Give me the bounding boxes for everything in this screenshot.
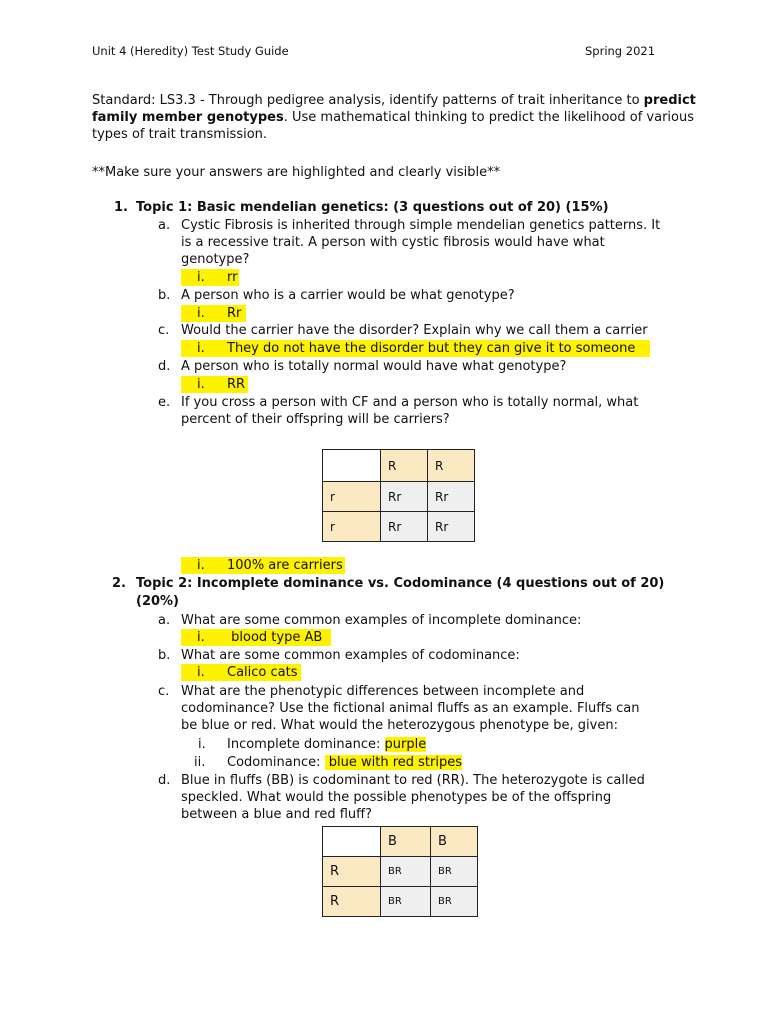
highlight-note: **Make sure your answers are highlighted and clearly visible** [92, 165, 501, 180]
t1b-answer-marker: i. [197, 306, 205, 321]
t1c-answer: They do not have the disorder but they can give it to someone [227, 341, 636, 356]
t2d-line3: between a blue and red fluff? [181, 807, 372, 822]
punnett2-top-2: B [431, 827, 478, 857]
t1b-answer: Rr [227, 306, 242, 321]
punnett1-cell-2-2: Rr [428, 512, 475, 542]
t1a-answer: rr [227, 270, 238, 285]
t2c-marker: c. [158, 684, 170, 699]
t2c-i-line [227, 736, 426, 753]
t2a-text: What are some common examples of incomplete dominance: [181, 613, 582, 628]
t2a-marker: a. [158, 613, 171, 628]
punnett2-top-1: B [381, 827, 431, 857]
t1b-marker: b. [158, 288, 171, 303]
punnett1-cell-1-1: Rr [381, 482, 428, 512]
t1a-line3: genotype? [181, 252, 250, 267]
t1a-line1: Cystic Fibrosis is inherited through simple mendelian genetics patterns. It [181, 218, 661, 233]
t1e-answer-marker: i. [197, 558, 205, 573]
topic1-title: Topic 1: Basic mendelian genetics: (3 questions out of 20) (15%) [136, 200, 609, 215]
t2b-text: What are some common examples of codominance: [181, 648, 520, 663]
punnett1-side-1: r [323, 482, 381, 512]
t2d-marker: d. [158, 773, 171, 788]
punnett1-cell-2-1: Rr [381, 512, 428, 542]
t1e-line2: percent of their offspring will be carriers? [181, 412, 450, 427]
t2c-i-label: Incomplete dominance: [227, 737, 385, 752]
t1c-answer-marker: i. [197, 341, 205, 356]
standard-bold: predict family member genotypes [92, 93, 696, 125]
t1d-text: A person who is totally normal would have what genotype? [181, 359, 567, 374]
punnett1-cell-1-2: Rr [428, 482, 475, 512]
t1d-answer: RR [227, 377, 246, 392]
t1a-marker: a. [158, 218, 171, 233]
punnett1-side-2: r [323, 512, 381, 542]
punnett2-side-1: R [323, 857, 381, 887]
header-title: Unit 4 (Heredity) Test Study Guide [92, 44, 289, 58]
standard-prefix: Standard: LS3.3 - Through pedigree analysis, identify patterns of trait inheritance to [92, 93, 644, 108]
punnett1-corner [323, 450, 381, 482]
header-date: Spring 2021 [585, 44, 656, 58]
t1d-marker: d. [158, 359, 171, 374]
punnett2-side-2: R [323, 887, 381, 917]
t1c-text: Would the carrier have the disorder? Explain why we call them a carrier [181, 323, 648, 338]
t1a-answer-marker: i. [197, 270, 205, 285]
punnett2-cell-2-1: BR [381, 887, 431, 917]
topic1-number: 1. [114, 200, 128, 215]
t1d-answer-marker: i. [197, 377, 205, 392]
t2c-i-marker: i. [198, 737, 206, 752]
t2b-marker: b. [158, 648, 171, 663]
punnett2-corner [323, 827, 381, 857]
punnett2-cell-1-1: BR [381, 857, 431, 887]
punnett2-cell-2-2: BR [431, 887, 478, 917]
t2c-ii-answer: blue with red stripes [324, 755, 462, 770]
topic2-title-line2: (20%) [136, 594, 179, 609]
t1c-marker: c. [158, 323, 170, 338]
t2b-answer-marker: i. [197, 665, 205, 680]
t2d-line1: Blue in fluffs (BB) is codominant to red (RR). The heterozygote is called [181, 773, 645, 788]
t2c-ii-label: Codominance: [227, 755, 325, 770]
topic2-title-line1: Topic 2: Incomplete dominance vs. Codominance (4 questions out of 20) [136, 576, 665, 591]
t2c-line2: codominance? Use the fictional animal fluffs as an example. Fluffs can [181, 701, 640, 716]
t2a-answer: blood type AB [227, 630, 323, 645]
t1e-answer: 100% are carriers [227, 558, 343, 573]
t1b-text: A person who is a carrier would be what genotype? [181, 288, 515, 303]
punnett-square-1 [322, 449, 475, 542]
t2b-answer: Calico cats [227, 665, 298, 680]
topic2-number: 2. [112, 576, 126, 591]
standard-suffix: . Use mathematical thinking to predict the likelihood of various types of trait transmission. [92, 110, 694, 142]
t2c-ii-line [227, 754, 462, 771]
t1e-marker: e. [158, 395, 171, 410]
punnett1-top-1: R [381, 450, 428, 482]
t2c-line1: What are the phenotypic differences between incomplete and [181, 684, 585, 699]
punnett-square-2 [322, 826, 478, 917]
t2d-line2: speckled. What would the possible phenotypes be of the offspring [181, 790, 612, 805]
t2c-ii-marker: ii. [194, 755, 206, 770]
t1e-line1: If you cross a person with CF and a person who is totally normal, what [181, 395, 639, 410]
t2c-line3: be blue or red. What would the heterozygous phenotype be, given: [181, 718, 618, 733]
t1a-line2: is a recessive trait. A person with cystic fibrosis would have what [181, 235, 605, 250]
punnett1-top-2: R [428, 450, 475, 482]
t2a-answer-marker: i. [197, 630, 205, 645]
punnett2-cell-1-2: BR [431, 857, 478, 887]
t2c-i-answer: purple [384, 737, 427, 752]
standard-paragraph [92, 92, 702, 143]
